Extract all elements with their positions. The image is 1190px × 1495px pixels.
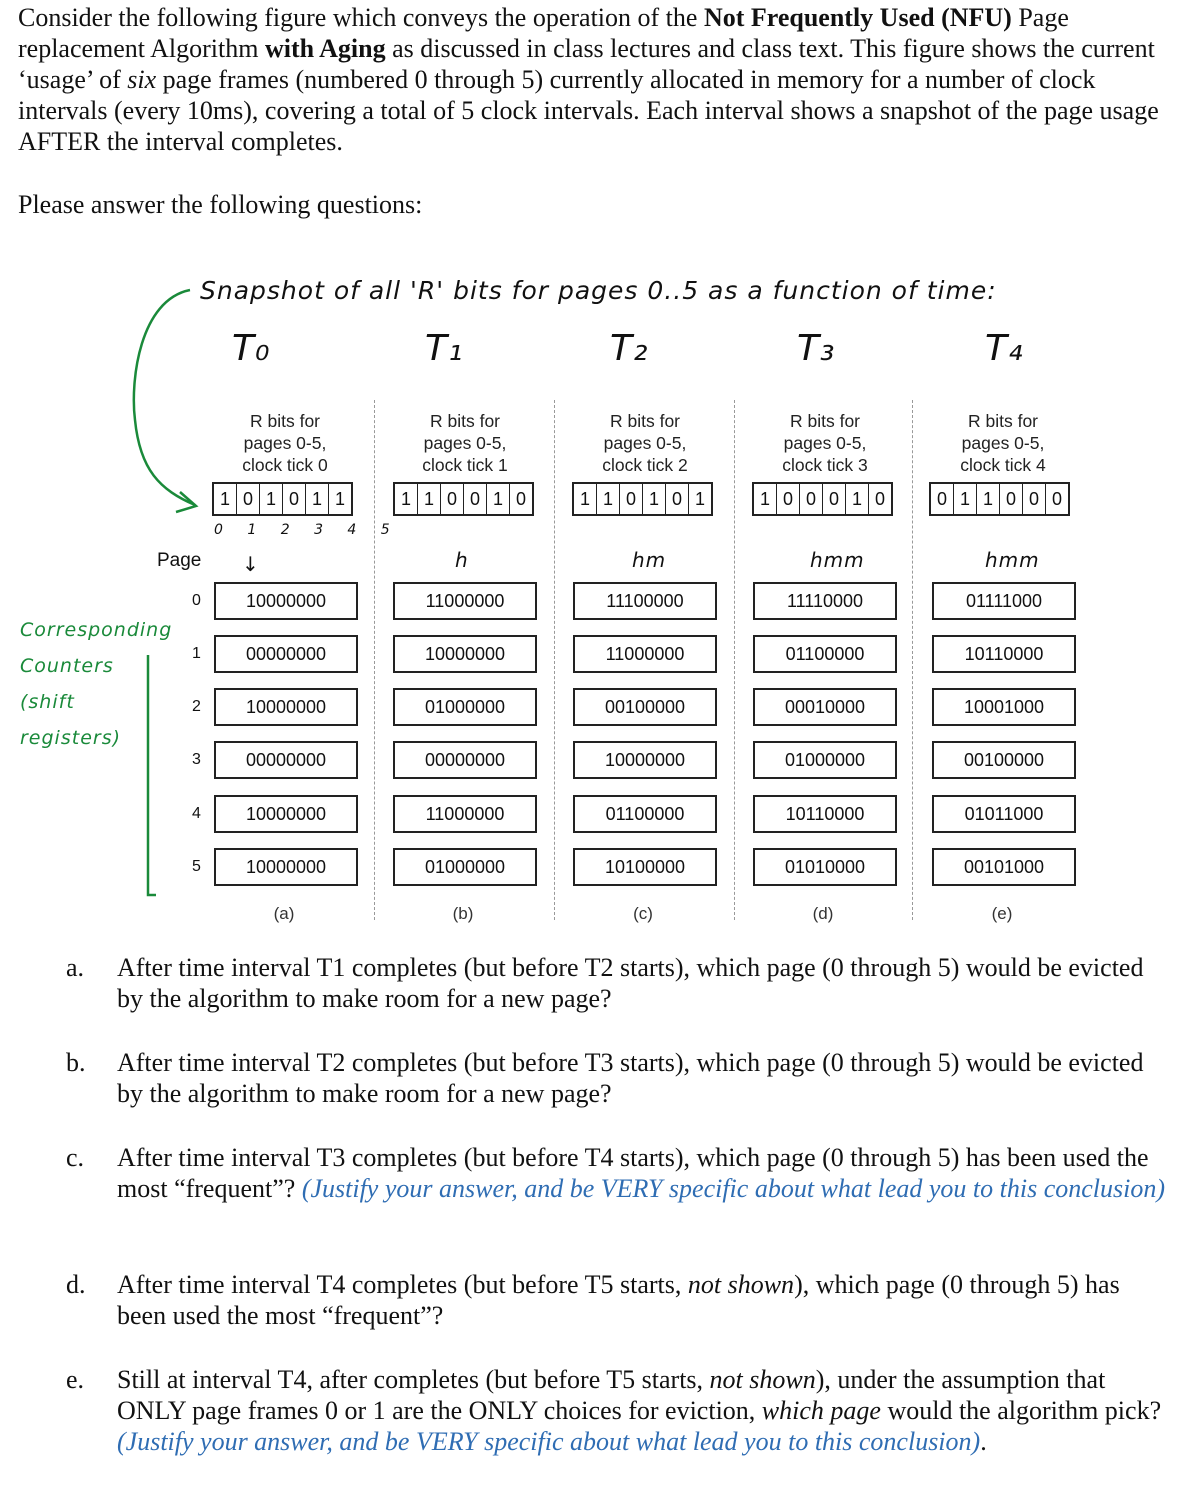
counter-cell: 10000000 bbox=[214, 582, 358, 620]
counters-note: Corresponding Counters (shift registers) bbox=[20, 619, 173, 749]
counter-cell: 01000000 bbox=[393, 688, 537, 726]
time-label: T₃ bbox=[797, 328, 836, 369]
r-bit: 0 bbox=[823, 484, 846, 514]
counter-cell: 10000000 bbox=[214, 848, 358, 886]
r-bit: 0 bbox=[800, 484, 823, 514]
counter-cell: 11000000 bbox=[393, 795, 537, 833]
r-bits-row bbox=[212, 482, 353, 516]
counter-cell: 01011000 bbox=[932, 795, 1076, 833]
r-bit: 1 bbox=[260, 484, 283, 514]
time-label: T₁ bbox=[425, 328, 464, 369]
r-bit: 0 bbox=[777, 484, 800, 514]
r-bit: 0 bbox=[874, 489, 885, 509]
r-bit: 0 bbox=[620, 484, 643, 514]
sub-label: (a) bbox=[273, 904, 295, 923]
hand-mark: hmm bbox=[985, 548, 1040, 572]
column-header: R bits for pages 0-5, clock tick 0 bbox=[242, 411, 328, 475]
intro-paragraph: Consider the following figure which conveys the operation of the Not Frequently Used (NFU) Page replacement Algorithm with Aging as discussed in class lectures and class text. This figure shows the current ‘usage’ of six page frames (numbered 0 through 5) currently allocated in memory for a number of clock intervals (every 10ms), covering a total of 5 clock intervals. Each interval shows a snapshot of the page usage AFTER the interval completes. bbox=[18, 3, 1159, 156]
counter-cell: 11000000 bbox=[393, 582, 537, 620]
r-bit: 0 bbox=[931, 484, 954, 514]
nfu-aging-figure bbox=[0, 260, 1190, 940]
column-header: R bits for pages 0-5, clock tick 4 bbox=[960, 411, 1046, 475]
counter-cell: 00100000 bbox=[573, 688, 717, 726]
r-bit: 1 bbox=[334, 489, 345, 509]
hand-mark: hm bbox=[632, 548, 667, 572]
r-bit: 1 bbox=[694, 489, 705, 509]
instructions: Please answer the following questions: bbox=[18, 190, 423, 219]
counter-cell: 11000000 bbox=[573, 635, 717, 673]
r-bit: 0 bbox=[666, 484, 689, 514]
hand-mark: hmm bbox=[810, 548, 865, 572]
page-number: 4 bbox=[192, 805, 201, 822]
r-bit: 0 bbox=[441, 484, 464, 514]
r-bit: 1 bbox=[214, 484, 237, 514]
counter-cell: 01100000 bbox=[573, 795, 717, 833]
counter-cell: 10000000 bbox=[214, 795, 358, 833]
r-bits-row bbox=[393, 482, 534, 516]
page-number: 0 bbox=[192, 592, 201, 609]
r-bits-row bbox=[572, 482, 713, 516]
page-header: Page bbox=[157, 550, 202, 571]
counter-cell: 00000000 bbox=[393, 741, 537, 779]
column-divider bbox=[554, 400, 555, 920]
r-bit: 0 bbox=[1023, 484, 1046, 514]
column-divider bbox=[734, 400, 735, 920]
r-bit: 1 bbox=[643, 484, 666, 514]
counter-cell: 10000000 bbox=[573, 741, 717, 779]
r-bits-row bbox=[752, 482, 893, 516]
counter-cell: 00000000 bbox=[214, 635, 358, 673]
r-bit: 1 bbox=[574, 484, 597, 514]
counter-cell: 10000000 bbox=[393, 635, 537, 673]
r-bit: 0 bbox=[237, 484, 260, 514]
page-number: 3 bbox=[192, 751, 201, 768]
r-bit: 0 bbox=[1000, 484, 1023, 514]
page-number: 1 bbox=[192, 645, 201, 662]
counter-cell: 10110000 bbox=[932, 635, 1076, 673]
r-bit: 1 bbox=[597, 484, 620, 514]
bit-index: 0 1 2 3 4 5 bbox=[214, 522, 400, 538]
hand-mark: ↓ bbox=[242, 552, 260, 576]
r-bit: 1 bbox=[395, 484, 418, 514]
counter-cell: 10001000 bbox=[932, 688, 1076, 726]
counter-cell: 11100000 bbox=[573, 582, 717, 620]
r-bit: 1 bbox=[846, 484, 869, 514]
sub-label: (e) bbox=[991, 904, 1013, 923]
r-bit: 1 bbox=[977, 484, 1000, 514]
column-divider bbox=[912, 400, 913, 920]
time-label: T₄ bbox=[985, 328, 1024, 369]
page-number: 5 bbox=[192, 858, 201, 875]
r-bits-row bbox=[929, 482, 1070, 516]
r-bit: 1 bbox=[306, 484, 329, 514]
counter-cell: 00101000 bbox=[932, 848, 1076, 886]
counter-cell: 01111000 bbox=[932, 582, 1076, 620]
sub-label: (d) bbox=[812, 904, 834, 923]
r-bit: 1 bbox=[418, 484, 441, 514]
snapshot-title: Snapshot of all 'R' bits for pages 0..5 as a function of time: bbox=[200, 276, 997, 305]
counter-cell: 00000000 bbox=[214, 741, 358, 779]
counter-cell: 01100000 bbox=[753, 635, 897, 673]
counter-cell: 00100000 bbox=[932, 741, 1076, 779]
r-bit: 1 bbox=[754, 484, 777, 514]
counter-cell: 01000000 bbox=[393, 848, 537, 886]
time-label: T₂ bbox=[610, 328, 649, 369]
r-bit: 0 bbox=[464, 484, 487, 514]
counter-cell: 00010000 bbox=[753, 688, 897, 726]
sub-label: (b) bbox=[452, 904, 474, 923]
r-bit: 0 bbox=[1051, 489, 1062, 509]
r-bit: 0 bbox=[283, 484, 306, 514]
counter-cell: 01000000 bbox=[753, 741, 897, 779]
counter-cell: 10100000 bbox=[573, 848, 717, 886]
counter-cell: 10110000 bbox=[753, 795, 897, 833]
column-header: R bits for pages 0-5, clock tick 3 bbox=[782, 411, 868, 475]
hand-mark: h bbox=[455, 548, 469, 572]
column-header: R bits for pages 0-5, clock tick 2 bbox=[602, 411, 688, 475]
time-label: T₀ bbox=[232, 328, 271, 369]
counter-cell: 01010000 bbox=[753, 848, 897, 886]
sub-label: (c) bbox=[633, 904, 653, 923]
page-number: 2 bbox=[192, 698, 201, 715]
r-bit: 1 bbox=[954, 484, 977, 514]
counter-cell: 11110000 bbox=[753, 582, 897, 620]
column-divider bbox=[374, 400, 375, 920]
r-bit: 1 bbox=[487, 484, 510, 514]
counter-cell: 10000000 bbox=[214, 688, 358, 726]
r-bit: 0 bbox=[515, 489, 526, 509]
column-header: R bits for pages 0-5, clock tick 1 bbox=[422, 411, 508, 475]
